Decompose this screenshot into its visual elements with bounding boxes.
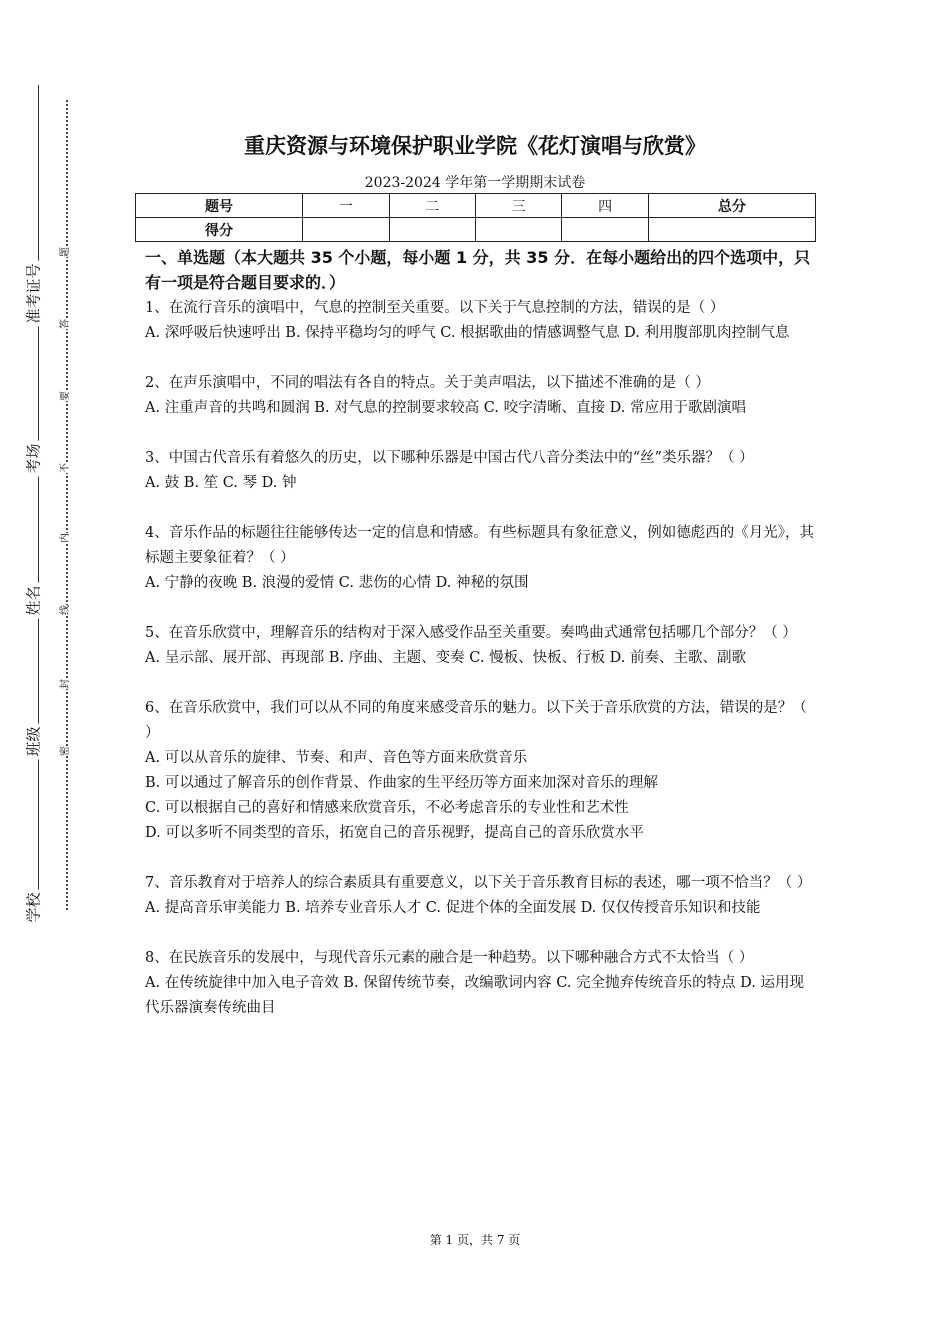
score-cell: 题号 <box>136 194 303 218</box>
question-stem: 8、在民族音乐的发展中，与现代音乐元素的融合是一种趋势。以下哪种融合方式不太恰当（ ） <box>145 950 754 966</box>
question-item <box>145 371 815 421</box>
field-label-exam-room: 考场 <box>23 440 44 476</box>
question-options: A. 呈示部、展开部、再现部 B. 序曲、主题、变奏 C. 慢板、快板、行板 D. 前奏、主歌、副歌 <box>145 650 747 666</box>
score-cell: 二 <box>389 194 475 218</box>
score-cell: 总分 <box>648 194 815 218</box>
field-label-class: 班级 <box>23 723 44 759</box>
question-option: C. 可以根据自己的喜好和情感来欣赏音乐，不必考虑音乐的专业性和艺术性 <box>145 800 629 816</box>
question-options: A. 在传统旋律中加入电子音效 B. 保留传统节奏，改编歌词内容 C. 完全抛弃传统音乐的特点 D. 运用现代乐器演奏传统曲目 <box>145 975 805 1016</box>
score-blank-cell <box>475 218 561 242</box>
question-stem: 4、音乐作品的标题往往能够传达一定的信息和情感。有些标题具有象征意义，例如德彪西的《月光》，其标题主要象征着？（ ） <box>145 525 814 566</box>
question-item <box>145 946 815 1021</box>
score-table <box>135 193 816 242</box>
score-table-header-row <box>136 194 816 218</box>
score-blank-cell <box>648 218 815 242</box>
question-item <box>145 521 815 596</box>
question-item <box>145 446 815 496</box>
field-label-school: 学校 <box>23 889 44 925</box>
question-item <box>145 871 815 921</box>
seal-char: 密 <box>60 746 71 756</box>
seal-char: 内 <box>60 533 71 543</box>
field-label-ticket-number: 准考证号 <box>23 260 44 326</box>
binding-solid-line <box>38 85 39 925</box>
question-options: A. 深呼吸后快速呼出 B. 保持平稳均匀的呼气 C. 根据歌曲的情感调整气息 D. 利用腹部肌肉控制气息 <box>145 325 790 341</box>
question-stem: 7、音乐教育对于培养人的综合素质具有重要意义，以下关于音乐教育目标的表述，哪一项不恰当？（ ） <box>145 875 812 891</box>
question-stem: 6、在音乐欣赏中，我们可以从不同的角度来感受音乐的魅力。以下关于音乐欣赏的方法，错误的是？（ ） <box>145 700 807 741</box>
score-table-score-row <box>136 218 816 242</box>
score-cell: 四 <box>562 194 648 218</box>
score-blank-cell <box>562 218 648 242</box>
question-stem: 3、中国古代音乐有着悠久的历史，以下哪种乐器是中国古代八音分类法中的“丝”类乐器？（ ） <box>145 450 754 466</box>
question-options: A. 提高音乐审美能力 B. 培养专业音乐人才 C. 促进个体的全面发展 D. 仅仅传授音乐知识和技能 <box>145 900 761 916</box>
field-label-name: 姓名 <box>23 582 44 618</box>
exam-title: 重庆资源与环境保护职业学院《花灯演唱与欣赏》 <box>244 134 706 158</box>
seal-char: 线 <box>60 605 71 615</box>
question-options: A. 注重声音的共鸣和圆润 B. 对气息的控制要求较高 C. 咬字清晰、直接 D. 常应用于歌剧演唱 <box>145 400 747 416</box>
question-item <box>145 296 815 346</box>
binding-dotted-line <box>66 100 68 910</box>
question-option: A. 可以从音乐的旋律、节奏、和声、音色等方面来欣赏音乐 <box>145 750 528 766</box>
question-option: B. 可以通过了解音乐的创作背景、作曲家的生平经历等方面来加深对音乐的理解 <box>145 775 658 791</box>
question-item <box>145 696 815 846</box>
question-options: A. 鼓 B. 笙 C. 琴 D. 钟 <box>145 475 297 491</box>
seal-char: 封 <box>60 679 71 689</box>
seal-char: 要 <box>60 391 71 401</box>
binding-margin <box>0 0 90 1344</box>
score-blank-cell <box>389 218 475 242</box>
question-list <box>145 296 815 1046</box>
question-stem: 2、在声乐演唱中，不同的唱法有各自的特点。关于美声唱法，以下描述不准确的是（ ） <box>145 375 710 391</box>
score-cell: 三 <box>475 194 561 218</box>
score-cell: 得分 <box>136 218 303 242</box>
page-footer: 第 1 页，共 7 页 <box>429 1233 521 1247</box>
section-heading: 一、单选题（本大题共 35 个小题，每小题 1 分，共 35 分．在每小题给出的四个选项中，只有一项是符合题目要求的．） <box>145 248 811 292</box>
seal-char: 答 <box>60 319 71 329</box>
score-cell: 一 <box>303 194 389 218</box>
question-item <box>145 621 815 671</box>
question-option: D. 可以多听不同类型的音乐，拓宽自己的音乐视野，提高自己的音乐欣赏水平 <box>145 825 644 841</box>
question-stem: 1、在流行音乐的演唱中，气息的控制至关重要。以下关于气息控制的方法，错误的是（ ） <box>145 300 725 316</box>
seal-char: 不 <box>60 463 71 473</box>
exam-subtitle: 2023-2024 学年第一学期期末试卷 <box>364 175 586 191</box>
question-stem: 5、在音乐欣赏中，理解音乐的结构对于深入感受作品至关重要。奏鸣曲式通常包括哪几个部分？（ ） <box>145 625 797 641</box>
score-blank-cell <box>303 218 389 242</box>
seal-char: 题 <box>60 247 71 257</box>
question-options: A. 宁静的夜晚 B. 浪漫的爱情 C. 悲伤的心情 D. 神秘的氛围 <box>145 575 529 591</box>
